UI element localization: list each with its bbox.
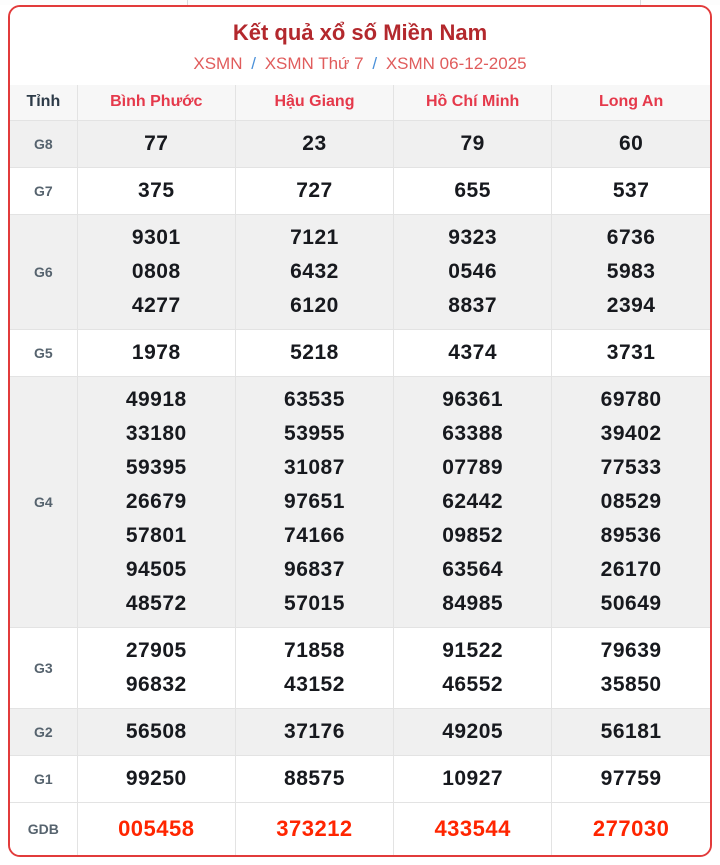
result-cell-binh-phuoc: [77, 755, 235, 802]
result-value: 97651: [284, 489, 345, 513]
result-value: 56508: [125, 719, 187, 743]
result-value: 53955: [284, 421, 345, 445]
result-cell-long-an: [552, 802, 710, 855]
table-row-g5: [10, 329, 710, 376]
result-cell-ho-chi-minh: [394, 329, 552, 376]
result-value: 97759: [600, 766, 662, 790]
result-value: 7121: [290, 225, 339, 249]
result-value: 60: [618, 131, 644, 155]
result-cell-binh-phuoc: [77, 120, 235, 167]
result-value: 99250: [125, 766, 187, 790]
result-cell-long-an: [552, 755, 710, 802]
result-value: 43152: [284, 672, 345, 696]
result-cell-hau-giang: [235, 708, 393, 755]
result-value: 373212: [276, 815, 353, 841]
result-value: 07789: [442, 455, 504, 479]
column-header-province: Tỉnh: [10, 85, 77, 120]
result-value: 005458: [118, 815, 195, 841]
result-value: 69780: [600, 387, 662, 411]
prize-label: G2: [10, 708, 77, 755]
result-cell-hau-giang: [235, 627, 393, 708]
result-value: 94505: [125, 557, 187, 581]
result-value: 62442: [442, 489, 504, 513]
result-cell-binh-phuoc: [77, 627, 235, 708]
result-value: 09852: [442, 523, 504, 547]
result-value: 433544: [434, 815, 511, 841]
breadcrumb-link-xsmn-day[interactable]: XSMN Thứ 7: [264, 54, 364, 73]
result-value: 89536: [600, 523, 662, 547]
breadcrumb-link-xsmn-date[interactable]: XSMN 06-12-2025: [385, 54, 527, 73]
results-table: [10, 85, 710, 855]
prize-label: G4: [10, 376, 77, 627]
result-value: 727: [296, 178, 333, 202]
prize-label: G3: [10, 627, 77, 708]
column-header-ho-chi-minh: Hồ Chí Minh: [394, 85, 552, 120]
result-value: 57015: [284, 591, 345, 615]
result-value: 59395: [125, 455, 187, 479]
result-value: 63535: [284, 387, 345, 411]
result-value: 79: [460, 131, 485, 155]
result-value: 63564: [442, 557, 504, 581]
result-value: 655: [454, 178, 491, 202]
result-cell-hau-giang: [235, 214, 393, 329]
result-cell-hau-giang: [235, 120, 393, 167]
result-cell-ho-chi-minh: [394, 802, 552, 855]
result-cell-hau-giang: [235, 376, 393, 627]
result-value: 77: [144, 131, 169, 155]
result-value: 1978: [131, 340, 181, 364]
result-value: 4374: [448, 340, 498, 364]
result-cell-binh-phuoc: [77, 802, 235, 855]
results-card: [8, 5, 712, 857]
result-value: 537: [612, 178, 650, 202]
result-value: 9323: [448, 225, 498, 249]
result-value: 26170: [600, 557, 662, 581]
result-value: 31087: [284, 455, 345, 479]
result-value: 3731: [606, 340, 656, 364]
result-value: 84985: [442, 591, 504, 615]
result-value: 27905: [125, 638, 187, 662]
result-cell-ho-chi-minh: [394, 120, 552, 167]
result-cell-long-an: [552, 329, 710, 376]
result-value: 6736: [606, 225, 656, 249]
result-value: 49205: [442, 719, 504, 743]
column-header-hau-giang: Hậu Giang: [235, 85, 393, 120]
table-row-g3: [10, 627, 710, 708]
result-value: 79639: [600, 638, 662, 662]
result-value: 23: [302, 131, 327, 155]
result-cell-ho-chi-minh: [394, 214, 552, 329]
result-cell-hau-giang: [235, 802, 393, 855]
result-value: 10927: [442, 766, 504, 790]
result-value: 50649: [600, 591, 662, 615]
prize-label: G6: [10, 214, 77, 329]
column-header-long-an: Long An: [552, 85, 710, 120]
result-cell-binh-phuoc: [77, 708, 235, 755]
result-value: 96832: [125, 672, 187, 696]
cropped-table-above: [0, 0, 720, 5]
result-value: 77533: [600, 455, 662, 479]
breadcrumb-link-xsmn[interactable]: XSMN: [193, 54, 243, 73]
result-cell-binh-phuoc: [77, 329, 235, 376]
result-value: 277030: [592, 815, 670, 841]
table-row-g8: [10, 120, 710, 167]
result-cell-binh-phuoc: [77, 167, 235, 214]
result-value: 4277: [131, 293, 181, 317]
table-header-row: [10, 85, 710, 120]
result-cell-hau-giang: [235, 167, 393, 214]
result-cell-ho-chi-minh: [394, 708, 552, 755]
result-value: 71858: [284, 638, 345, 662]
result-cell-long-an: [552, 376, 710, 627]
result-value: 6432: [290, 259, 339, 283]
result-value: 96361: [442, 387, 504, 411]
result-value: 46552: [442, 672, 504, 696]
card-header: [10, 7, 710, 85]
breadcrumb-separator: /: [251, 54, 256, 73]
result-value: 8837: [448, 293, 498, 317]
prize-label: G1: [10, 755, 77, 802]
result-cell-hau-giang: [235, 329, 393, 376]
prize-label: G5: [10, 329, 77, 376]
result-value: 49918: [125, 387, 187, 411]
table-row-g6: [10, 214, 710, 329]
result-value: 96837: [284, 557, 345, 581]
result-value: 2394: [606, 293, 656, 317]
prize-label: G8: [10, 120, 77, 167]
result-cell-ho-chi-minh: [394, 627, 552, 708]
result-cell-long-an: [552, 627, 710, 708]
result-value: 35850: [600, 672, 662, 696]
result-value: 5983: [606, 259, 656, 283]
result-value: 33180: [125, 421, 187, 445]
result-value: 6120: [290, 293, 339, 317]
result-cell-long-an: [552, 167, 710, 214]
result-cell-binh-phuoc: [77, 376, 235, 627]
result-value: 91522: [442, 638, 504, 662]
result-value: 375: [138, 178, 175, 202]
result-value: 39402: [600, 421, 662, 445]
result-value: 74166: [284, 523, 345, 547]
table-row-g2: [10, 708, 710, 755]
result-cell-ho-chi-minh: [394, 376, 552, 627]
result-value: 57801: [125, 523, 187, 547]
result-value: 0808: [131, 259, 181, 283]
result-cell-long-an: [552, 120, 710, 167]
page-title: Kết quả xổ số Miền Nam: [232, 20, 488, 45]
breadcrumb-separator: /: [372, 54, 378, 73]
result-cell-ho-chi-minh: [394, 755, 552, 802]
prize-label: G7: [10, 167, 77, 214]
table-row-gdb: [10, 802, 710, 855]
result-value: 9301: [131, 225, 181, 249]
result-value: 0546: [448, 259, 498, 283]
result-cell-long-an: [552, 708, 710, 755]
result-value: 08529: [600, 489, 662, 513]
result-cell-hau-giang: [235, 755, 393, 802]
table-row-g1: [10, 755, 710, 802]
result-value: 48572: [125, 591, 187, 615]
result-cell-long-an: [552, 214, 710, 329]
column-header-binh-phuoc: Bình Phước: [77, 85, 235, 120]
table-row-g7: [10, 167, 710, 214]
result-cell-ho-chi-minh: [394, 167, 552, 214]
prize-label: GDB: [10, 802, 77, 855]
result-value: 88575: [284, 766, 345, 790]
breadcrumb: [20, 53, 700, 74]
result-value: 26679: [125, 489, 187, 513]
divider: [640, 0, 641, 5]
result-cell-binh-phuoc: [77, 214, 235, 329]
result-value: 56181: [600, 719, 662, 743]
result-value: 5218: [290, 340, 339, 364]
result-value: 37176: [284, 719, 345, 743]
result-value: 63388: [442, 421, 504, 445]
divider: [187, 0, 188, 5]
table-row-g4: [10, 376, 710, 627]
